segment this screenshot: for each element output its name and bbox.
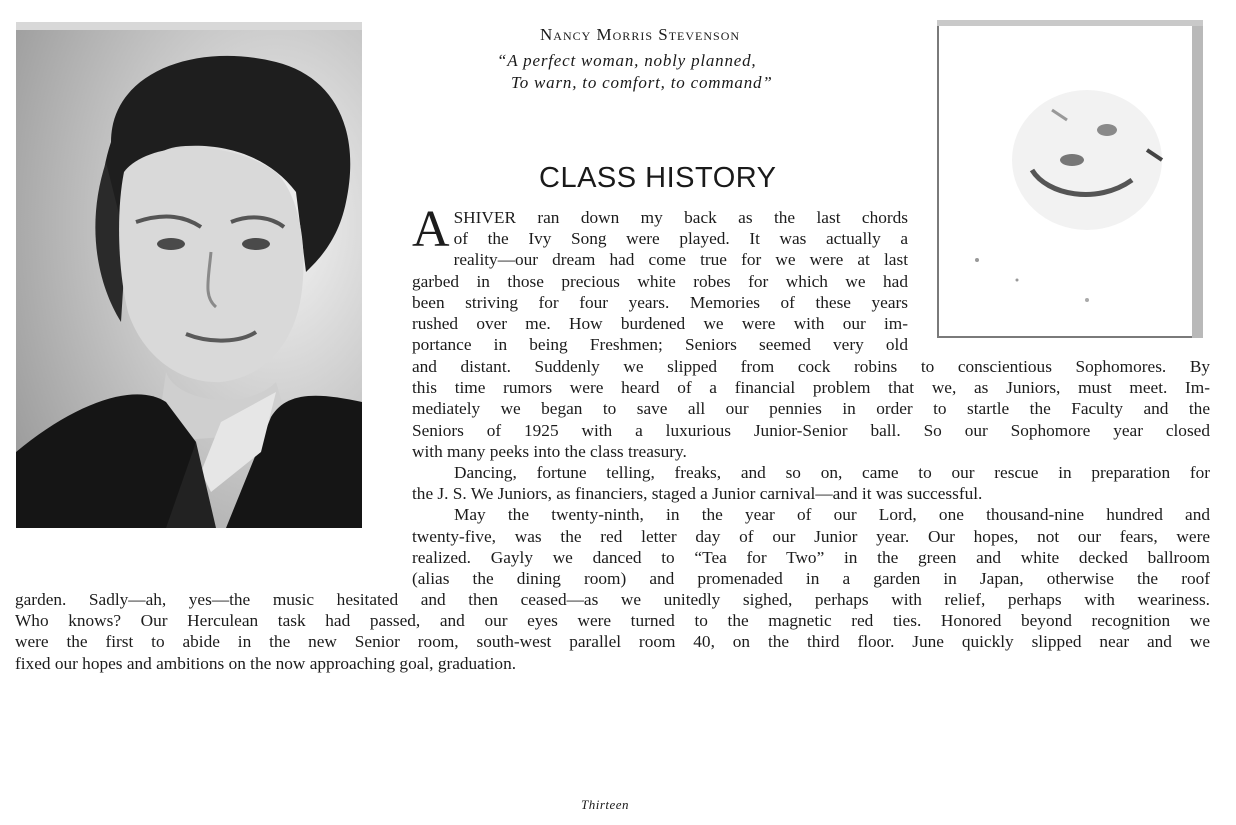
text-line: been striving for four years. Memories of these years bbox=[412, 292, 908, 312]
text-line: Who knows? Our Herculean task had passed, and our eyes were turned to the magnetic red ties. Honored beyond recognition we bbox=[15, 611, 1210, 631]
page-number: Thirteen bbox=[581, 797, 630, 812]
text-line: reality—our dream had come true for we were at last bbox=[453, 250, 908, 270]
text-line: this time rumors were heard of a financial problem that we, as Juniors, must meet. Im- bbox=[412, 378, 1210, 398]
text-line: mediately we began to save all our pennies in order to startle the Faculty and the bbox=[412, 399, 1210, 419]
quote-line: To warn, to comfort, to command” bbox=[511, 73, 773, 92]
text-line: (alias the dining room) and promenaded in a garden in Japan, otherwise the roof bbox=[412, 568, 1210, 588]
text-line: rushed over me. How burdened we were with our im- bbox=[412, 313, 908, 333]
text-line: May the twenty-ninth, in the year of our Lord, one thousand-nine hundred and bbox=[454, 505, 1210, 525]
text-line: garden. Sadly—ah, yes—the music hesitated and then ceased—as we unitedly sighed, perhaps with relief, perhaps with weariness. bbox=[15, 590, 1210, 609]
article-mid-column bbox=[412, 356, 1210, 589]
senior-name: Nancy Morris Stevenson bbox=[540, 25, 741, 44]
text-line: twenty-five, was the red letter day of our Junior year. Our hopes, not our fears, were bbox=[412, 526, 1210, 546]
senior-quote bbox=[497, 50, 847, 94]
drop-cap: A bbox=[412, 201, 450, 258]
text-line: fixed our hopes and ambitions on the now approaching goal, graduation. bbox=[15, 653, 517, 673]
senior-portrait-photo bbox=[16, 22, 362, 528]
portrait-photo-icon bbox=[16, 22, 362, 528]
article-title: CLASS HISTORY bbox=[539, 162, 777, 194]
text-line: the J. S. We Juniors, as financiers, staged a Junior carnival—and it was successful. bbox=[412, 484, 983, 504]
article-full-column bbox=[15, 589, 1210, 674]
text-line: of the Ivy Song were played. It was actually a bbox=[453, 229, 908, 249]
quote-line: “A perfect woman, nobly planned, bbox=[497, 51, 757, 70]
text-line: were the first to abide in the new Senior room, south-west parallel room 40, on the third floor. June quickly slipped near and we bbox=[15, 632, 1210, 652]
baby-photo-icon bbox=[937, 20, 1203, 338]
text-line: with many peeks into the class treasury. bbox=[412, 441, 687, 461]
baby-portrait-photo bbox=[937, 20, 1203, 338]
text-line: SHIVER ran down my back as the last chords bbox=[453, 208, 908, 227]
text-line: Dancing, fortune telling, freaks, and so on, came to our rescue in preparation for bbox=[454, 462, 1210, 482]
text-line: portance in being Freshmen; Seniors seemed very old bbox=[412, 335, 908, 355]
text-line: and distant. Suddenly we slipped from cock robins to conscientious Sophomores. By bbox=[412, 357, 1210, 376]
text-line: Seniors of 1925 with a luxurious Junior-Senior ball. So our Sophomore year closed bbox=[412, 420, 1210, 440]
text-line: realized. Gayly we danced to “Tea for Two” in the green and white decked ballroom bbox=[412, 547, 1210, 567]
text-line: garbed in those precious white robes for which we had bbox=[412, 271, 908, 291]
article-narrow-column bbox=[412, 201, 908, 355]
